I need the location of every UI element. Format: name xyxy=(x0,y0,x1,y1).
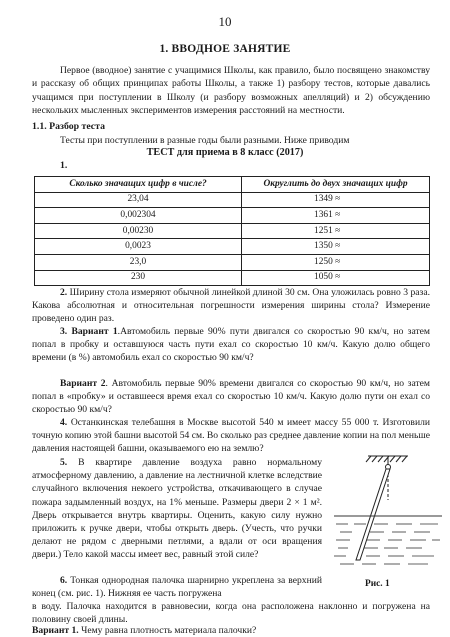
question-6-variant-1 xyxy=(32,624,430,637)
figure-1-rod-in-water xyxy=(334,452,442,574)
table-cell: 1361 ≈ xyxy=(242,208,430,224)
table-cell: 1250 ≈ xyxy=(242,254,430,270)
question-4-text: Останкинская телебашня в Москве высотой 540 м имеет массу 55 000 т. Изготовили точную копию этой башни высотой 54 см. Во сколько раз среднее давление копии на пол меньше давления настоящей башни, оказываемого ею на землю? xyxy=(32,417,431,455)
table-cell: 1050 ≈ xyxy=(242,270,430,286)
question-2-number: 2. xyxy=(60,287,68,298)
table-cell: 1349 ≈ xyxy=(242,192,430,208)
table-header-row xyxy=(35,177,430,193)
table-row xyxy=(35,223,430,239)
question-6-variant-label: Вариант 1. xyxy=(32,625,79,636)
subsection-intro: Тесты при поступлении в разные годы были разными. Ниже приводим xyxy=(60,135,350,146)
table-row xyxy=(35,192,430,208)
significant-figures-table xyxy=(34,176,430,286)
section-title: 1. ВВОДНОЕ ЗАНЯТИЕ xyxy=(159,43,291,55)
table-cell: 1350 ≈ xyxy=(242,239,430,255)
figure-1-caption: Рис. 1 xyxy=(365,579,390,589)
table-header-cell: Сколько значащих цифр в числе? xyxy=(35,177,242,193)
subsection-title: 1.1. Разбор теста xyxy=(32,121,105,132)
question-3-variant-2 xyxy=(32,377,430,417)
question-2-text: Ширину стола измеряют обычной линейкой длиной 30 см. Она уложилась ровно 3 раза. Какова абсолютная и относительная погрешности измерения ширины стола? Измерение проведено один раз. xyxy=(32,287,430,325)
test-title: ТЕСТ для приема в 8 класс (2017) xyxy=(146,147,304,158)
table-cell: 0,0023 xyxy=(35,239,242,255)
table-cell: 23,04 xyxy=(35,192,242,208)
page-number: 10 xyxy=(218,14,232,29)
table-row xyxy=(35,254,430,270)
question-4-number: 4. xyxy=(60,417,68,428)
question-4 xyxy=(32,416,430,456)
question-5-text: В квартире давление воздуха равно нормальному атмосферному давлению, а давление на лестничной клетке вследствие случайного включения некоего устройства, откачивающего в случае пожара задымленный воздух, на 1% меньше. Размеры двери 2 × 1 м². Дверь открывается внутрь квартиры. Оценить, какую силу нужно приложить к ручке двери, чтобы открыть дверь. (Учесть, что ручки делают не рядом с дверными петлями, а вдали от оси вращения двери.) Тело какой массы имеет вес, равный этой силе? xyxy=(32,457,322,561)
table-cell: 0,002304 xyxy=(35,208,242,224)
question-3-variant-1 xyxy=(32,325,430,365)
table-cell: 1251 ≈ xyxy=(242,223,430,239)
question-6-variant-text: Чему равна плотность материала палочки? xyxy=(78,625,257,636)
question-3-variant-2-label: Вариант 2 xyxy=(60,378,106,389)
question-5-number: 5. xyxy=(60,457,68,468)
intro-paragraph: Первое (вводное) занятие с учащимися Школы, как правило, было посвящено знакомству и рассказу об общих принципах работы Школы, а также 1) разбору тестов, которые давались учащимся при поступлении в Школу (и разбору возможных апелляций) и 2) обсуждению нескольких мысленных экспериментов измерения расстояний на местности. xyxy=(32,65,430,117)
table-cell: 23,0 xyxy=(35,254,242,270)
table-cell: 230 xyxy=(35,270,242,286)
question-2 xyxy=(32,286,430,326)
question-3-text: .Автомобиль первые 90% пути двигался со скоростью 90 км/ч, но затем попал в пробку и оставшуюся часть пути ехал со скоростью 10 км/ч. Какую долю общего времени (в %) автомобиль ехал со скоростью 90 км/ч? xyxy=(32,326,431,364)
question-6-continuation: в воду. Палочка находится в равновесии, когда она расположена наклонно и погружена на половину своей длины. xyxy=(32,601,430,626)
table-row xyxy=(35,239,430,255)
question-3-variant-2-text: . Автомобиль первые 90% времени двигался со скоростью 90 км/ч, но затем попал в «пробку» и оставшееся время ехал со скоростью 10 км/ч. Какую долю пути он ехал со скоростью 90 км/ч? xyxy=(32,378,431,416)
question-6-start xyxy=(32,574,322,600)
question-5 xyxy=(32,456,322,562)
question-3-label: 3. Вариант 1 xyxy=(60,326,118,337)
table-header-cell: Округлить до двух значащих цифр xyxy=(242,177,430,193)
table-row xyxy=(35,208,430,224)
question-6-number: 6. xyxy=(60,575,68,586)
table-cell: 0,00230 xyxy=(35,223,242,239)
question-6-text-narrow: Тонкая однородная палочка шарнирно укреплена за верхний конец (см. рис. 1). Нижняя ее часть погружена xyxy=(32,575,322,600)
question-1-number: 1. xyxy=(60,160,68,171)
table-row xyxy=(35,270,430,286)
